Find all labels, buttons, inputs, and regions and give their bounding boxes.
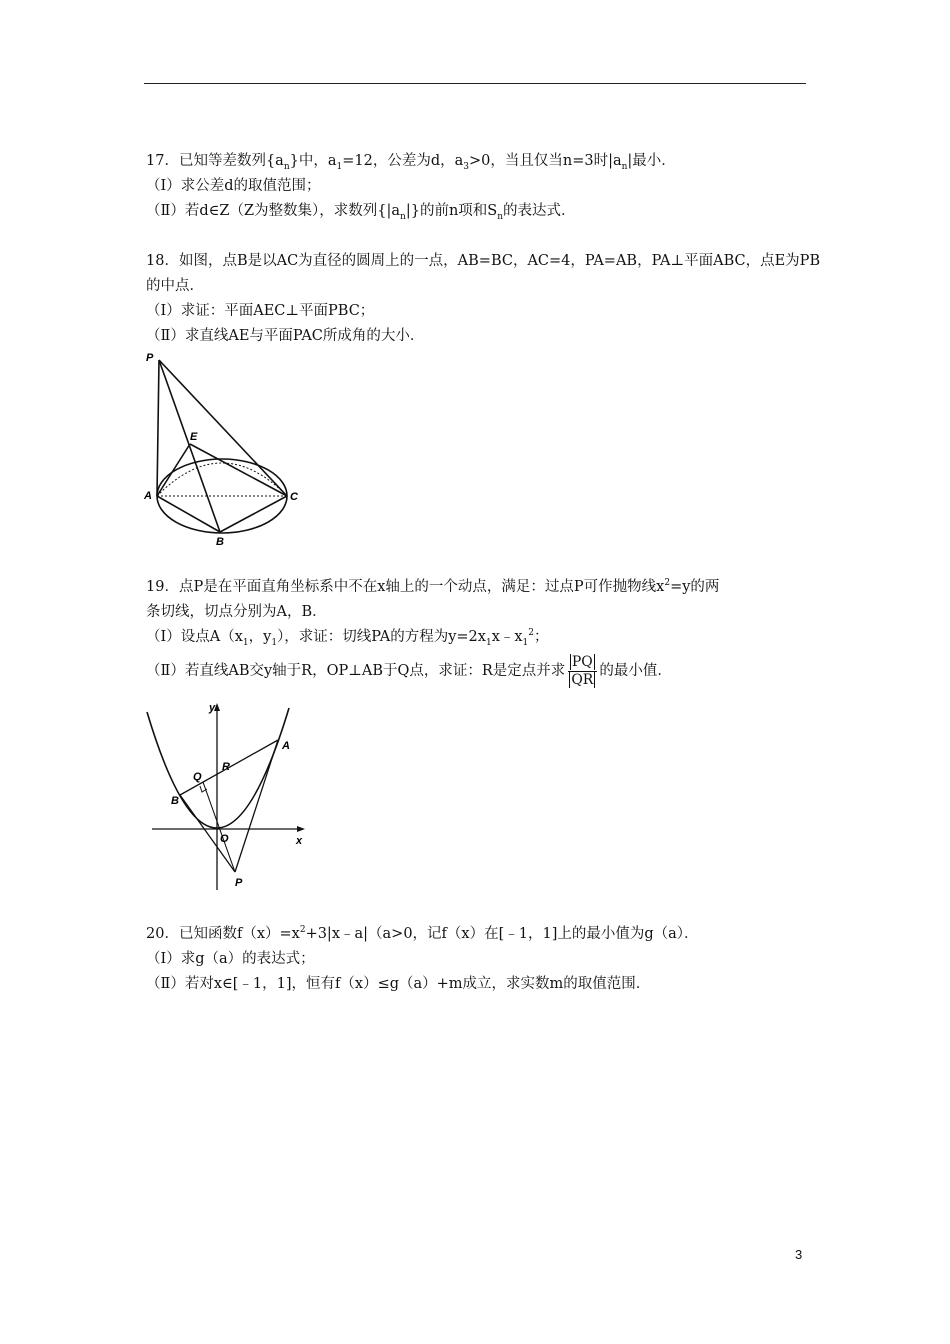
q19-part2: （Ⅱ）若直线AB交y轴于R，OP⊥AB于Q点，求证：R是定点并求 $\frac{PQ}{QR}$ 的最小值．: [146, 653, 672, 688]
label-R: R: [222, 761, 230, 773]
q18-part1: （Ⅰ）求证：平面AEC⊥平面PBC；: [146, 303, 375, 319]
label-P: P: [146, 352, 154, 364]
q20-part1: （Ⅰ）求g（a）的表达式；: [146, 951, 315, 967]
header-rule: [144, 83, 806, 84]
q20-part2: （Ⅱ）若对x∈[﹣1，1]，恒有f（x）≤g（a）+m成立，求实数m的取值范围．: [146, 976, 651, 992]
q18-line2: 的中点．: [146, 278, 204, 294]
q18-part2: （Ⅱ）求直线AE与平面PAC所成角的大小．: [146, 328, 425, 344]
q19-line2: 条切线，切点分别为A，B．: [146, 604, 327, 620]
q17-part2: （Ⅱ）若d∈Z（Z为整数集），求数列$\{|a_n|\}$的前n项和$S_n$的表达式．: [146, 203, 576, 222]
label-C: C: [290, 491, 298, 503]
pq-over-qr-fraction: $\frac{PQ}{QR}$: [567, 654, 597, 689]
label-B: B: [171, 795, 179, 807]
label-O: O: [220, 833, 229, 845]
q19-line1: 19．点P是在平面直角坐标系中不在x轴上的一个动点，满足：过点P可作抛物线$x^2=y$的两: [146, 578, 720, 595]
label-x: x: [296, 835, 303, 847]
page-number: 3: [795, 1247, 803, 1262]
q19-part1: （Ⅰ）设点$A(x_1$，$y_1$），求证：切线PA的方程为$y=2x_1x﹣x_1^2$；: [146, 628, 549, 648]
q17-part1: （Ⅰ）求公差d的取值范围；: [146, 178, 321, 194]
label-P: P: [235, 877, 243, 889]
q19-figure: [140, 700, 315, 895]
label-y: y: [209, 702, 216, 714]
q18-line1: 18．如图，点B是以AC为直径的圆周上的一点，AB=BC，AC=4，PA=AB，PA⊥平面ABC，点E为PB: [146, 253, 821, 269]
label-Q: Q: [193, 771, 202, 783]
label-E: E: [190, 431, 198, 443]
label-B: B: [216, 536, 224, 548]
label-A: A: [144, 490, 152, 502]
q18-figure: [140, 348, 320, 548]
label-A: A: [282, 740, 290, 752]
q17-line1: 17．已知等差数列$\{a_n\}$中，$a_1=12$，公差为d，$a_3>0$，当且仅当n=3时$|a_n|$最小．: [146, 153, 676, 172]
q20-line1: 20．已知函数$f(x)=x^2+3|x﹣a|(a>0$，记f（x）在[﹣1，1]上的最小值为g（a）．: [146, 925, 699, 942]
